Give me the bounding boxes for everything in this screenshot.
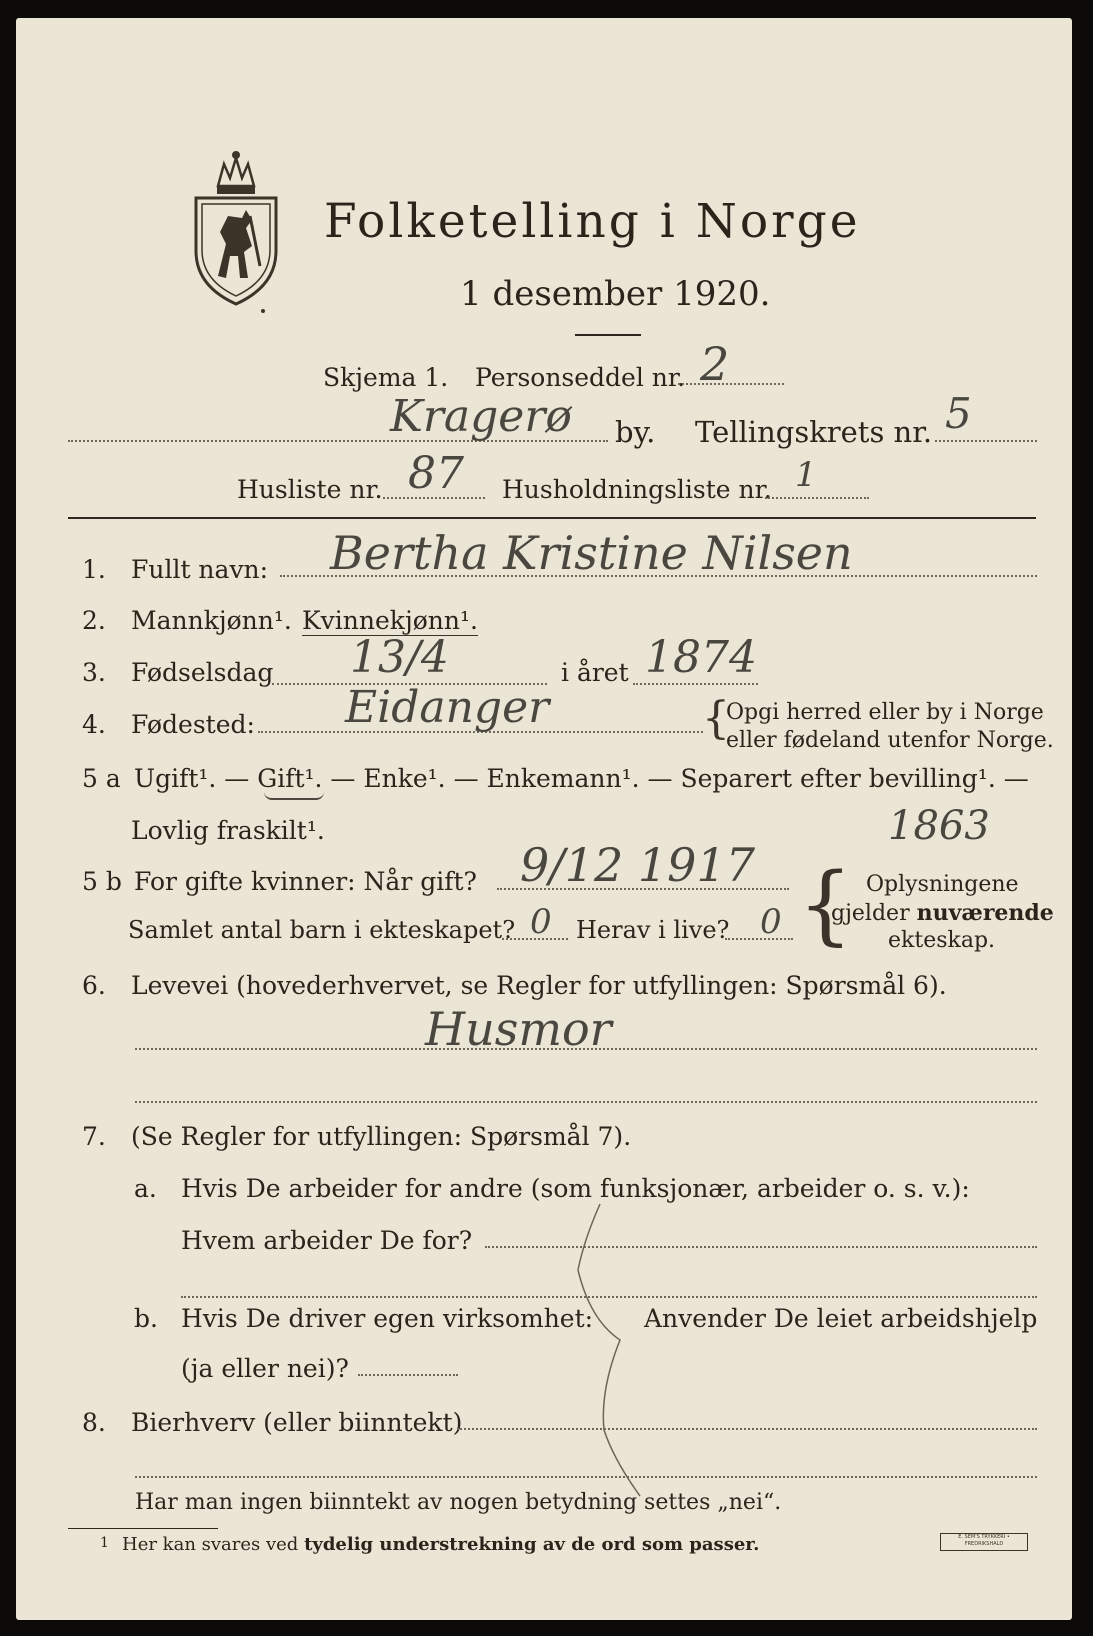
q3-year-line: [633, 683, 758, 685]
q3-label: Fødselsdag: [131, 658, 274, 687]
husliste-number[interactable]: 87: [408, 448, 464, 499]
q5a-options-line2[interactable]: Lovlig fraskilt¹.: [131, 816, 325, 845]
skjema-label: Skjema 1.: [323, 363, 449, 392]
q5a-gift-underline: [264, 792, 324, 800]
tellingskrets-number[interactable]: 5: [945, 389, 972, 438]
q7b-letter: b.: [134, 1304, 158, 1333]
q1-full-name[interactable]: Bertha Kristine Nilsen: [330, 526, 853, 580]
q5b-label: For gifte kvinner: Når gift?: [134, 867, 477, 896]
q4-brace: {: [702, 693, 730, 744]
q6-number: 6.: [82, 971, 106, 1000]
q8-label: Bierhverv (eller biinntekt): [131, 1408, 463, 1437]
q5b-married-date[interactable]: 9/12 1917: [520, 838, 755, 892]
q4-birthplace[interactable]: Eidanger: [345, 682, 550, 733]
q3-year-label: i året: [561, 658, 629, 687]
personseddel-label: Personseddel nr.: [475, 363, 686, 392]
q2-option-mannkjonn[interactable]: Mannkjønn¹.: [131, 606, 292, 635]
header-rule: [68, 517, 1036, 519]
tellingskrets-label: Tellingskrets nr.: [695, 415, 933, 449]
personseddel-number[interactable]: 2: [700, 337, 730, 391]
personseddel-line: [678, 383, 784, 385]
q6-occupation[interactable]: Husmor: [425, 1002, 612, 1056]
q5b-alive-count[interactable]: 0: [760, 902, 782, 942]
q5a-number: 5 a: [82, 764, 121, 793]
husholdningsliste-line: [765, 497, 869, 499]
q4-label: Fødested:: [131, 710, 255, 739]
footnote-text: Her kan svares ved tydelig understrekning av de ord som passer.: [122, 1534, 760, 1555]
q7b-question: Anvender De leiet arbeidshjelp: [644, 1304, 1038, 1333]
q5b-alive-line: [725, 938, 793, 940]
ink-dot: [261, 309, 265, 313]
q7a-letter: a.: [134, 1174, 157, 1203]
q5b-note-line3: ekteskap.: [888, 928, 996, 953]
footnote-rule: [68, 1528, 218, 1529]
q6-label: Levevei (hovederhvervet, se Regler for utfyllingen: Spørsmål 6).: [131, 971, 947, 1000]
q1-label: Fullt navn:: [131, 555, 269, 584]
q4-note-line2: eller fødeland utenfor Norge.: [726, 728, 1054, 753]
printer-stamp: E. SEM'S TRYKKERI • FREDRIKSHALD: [940, 1533, 1028, 1551]
q7b-line: [358, 1374, 458, 1376]
pencil-mark: [570, 1200, 650, 1500]
q5b-alive-label: Herav i live?: [576, 916, 730, 944]
q8-note: Har man ingen biinntekt av nogen betydning settes „nei“.: [135, 1490, 782, 1515]
q7a-question: Hvem arbeider De for?: [181, 1226, 473, 1255]
norwegian-coat-of-arms-icon: [190, 146, 282, 311]
q7b-label: Hvis De driver egen virksomhet:: [181, 1304, 594, 1333]
husholdningsliste-label: Husholdningsliste nr.: [502, 475, 772, 504]
footnote-marker: 1: [100, 1535, 109, 1551]
q7b-answer-hint: (ja eller nei)?: [181, 1354, 349, 1383]
q7-number: 7.: [82, 1122, 106, 1151]
q7a-line1: [485, 1246, 1037, 1248]
q3-birth-year[interactable]: 1874: [645, 632, 757, 683]
form-date: 1 desember 1920.: [460, 274, 771, 314]
q5b-brace: {: [798, 855, 853, 955]
q5a-options[interactable]: Ugift¹. — Gift¹. — Enke¹. — Enkemann¹. — Separert efter bevilling¹. —: [134, 764, 1029, 793]
q5b-children-label: Samlet antal barn i ekteskapet?: [128, 916, 516, 944]
husholdningsliste-number[interactable]: 1: [795, 455, 817, 495]
q2-number: 2.: [82, 606, 106, 635]
husliste-label: Husliste nr.: [237, 475, 383, 504]
q7a-label: Hvis De arbeider for andre (som funksjonær, arbeider o. s. v.):: [181, 1174, 970, 1203]
by-label: by.: [615, 415, 656, 449]
q6-line2: [135, 1101, 1037, 1103]
q7-label: (Se Regler for utfyllingen: Spørsmål 7).: [131, 1122, 632, 1151]
q5b-number: 5 b: [82, 867, 122, 896]
q3-number: 3.: [82, 658, 106, 687]
q5b-note-line2: gjelder nuværende: [831, 900, 1054, 926]
form-title: Folketelling i Norge: [324, 194, 861, 249]
q3-birth-date[interactable]: 13/4: [350, 632, 449, 683]
q1-number: 1.: [82, 555, 106, 584]
q8-line1: [457, 1428, 1037, 1430]
q2-option-kvinnekjonn[interactable]: Kvinnekjønn¹.: [302, 606, 478, 635]
tellingskrets-line: [935, 440, 1037, 442]
title-divider: [575, 334, 641, 336]
q5b-note-line1: Oplysningene: [866, 872, 1019, 897]
q4-number: 4.: [82, 710, 106, 739]
q8-number: 8.: [82, 1408, 106, 1437]
q5a-annotation: 1863: [888, 803, 990, 849]
q5b-children-count[interactable]: 0: [530, 902, 552, 942]
q4-note-line1: Opgi herred eller by i Norge: [726, 700, 1044, 725]
by-value[interactable]: Kragerø: [390, 391, 572, 442]
